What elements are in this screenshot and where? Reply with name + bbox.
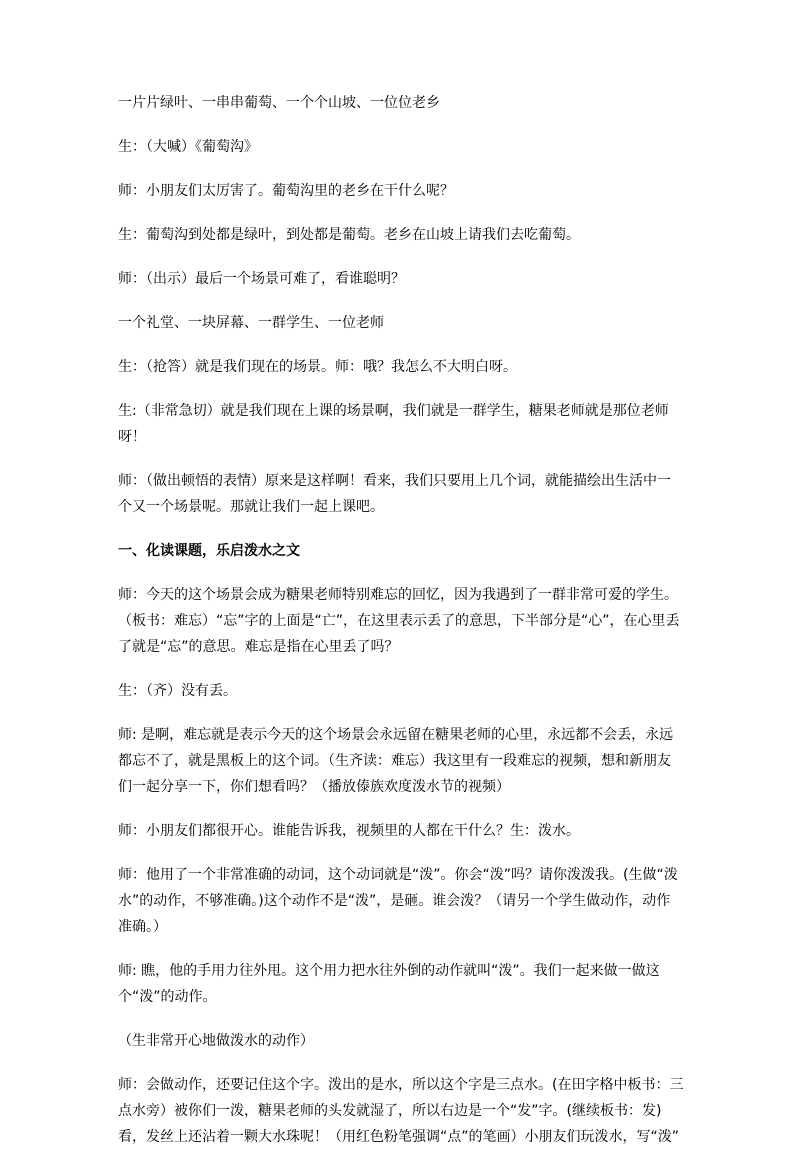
paragraph-14: 师：小朋友们都很开心。谁能告诉我，视频里的人都在干什么？生：泼水。	[118, 823, 580, 839]
paragraph-3: 师：小朋友们太厉害了。葡萄沟里的老乡在干什么呢？	[118, 183, 454, 199]
paragraph-16: 师: 瞧，他的手用力往外甩。这个用力把水往外倒的动作就叫“泼”。我们一起来做一做这个“泼”的动作。	[118, 963, 660, 1005]
paragraph-4: 生：葡萄沟到处都是绿叶，到处都是葡萄。老乡在山坡上请我们去吃葡萄。	[118, 227, 580, 243]
paragraph-6: 一个礼堂、一块屏幕、一群学生、一位老师	[118, 315, 384, 331]
paragraph-15: 师：他用了一个非常准确的动词，这个动词就是“泼”。你会“泼”吗？请你泼泼我。(生做“泼水”的动作，不够准确。)这个动作不是“泼”，是砸。谁会泼？（请另一个学生做动作，动作准确。）	[118, 867, 678, 935]
paragraph-12: 生：（齐）没有丢。	[118, 683, 237, 699]
section-heading: 一、化读课题，乐启泼水之文	[118, 543, 300, 559]
paragraph-18: 师：会做动作，还要记住这个字。泼出的是水，所以这个字是三点水。(在田字格中板书：三点水旁）被你们一泼，糖果老师的头发就湿了，所以右边是一个“发”字。(继续板书：发)看，发丝上还沾着一颗大水珠呢！（用红色粉笔强调“点”的笔画）小朋友们玩泼水，写“泼”	[118, 1077, 684, 1145]
paragraph-13: 师: 是啊，难忘就是表示今天的这个场景会永远留在糖果老师的心里，永远都不会丢，永远都忘不了，就是黑板上的这个词。（生齐读：难忘）我这里有一段难忘的视频，想和新朋友们一起分享一下，你们想看吗？（播放傣族欢度泼水节的视频）	[118, 727, 674, 795]
paragraph-9: 师：（做出顿悟的表情）原来是这样啊！看来，我们只要用上几个词，就能描绘出生活中一个又一个场景呢。那就让我们一起上课吧。	[118, 473, 671, 515]
paragraph-1: 一片片绿叶、一串串葡萄、一个个山坡、一位位老乡	[118, 95, 440, 111]
paragraph-11: 师：今天的这个场景会成为糖果老师特别难忘的回忆，因为我遇到了一群非常可爱的学生。（板书：难忘）“忘”字的上面是“亡”，在这里表示丢了的意思，下半部分是“心”，在心里丢了就是“忘”的意思。难忘是指在心里丢了吗？	[118, 587, 680, 655]
paragraph-5: 师：（出示）最后一个场景可难了，看谁聪明？	[118, 271, 405, 287]
paragraph-7: 生：（抢答）就是我们现在的场景。师：哦？我怎么不大明白呀。	[118, 359, 517, 375]
paragraph-17: （生非常开心地做泼水的动作）	[118, 1033, 314, 1049]
paragraph-8: 生:（非常急切）就是我们现在上课的场景啊，我们就是一群学生，糖果老师就是那位老师呀！	[118, 403, 669, 445]
paragraph-2: 生：（大喊）《葡萄沟》	[118, 139, 258, 155]
